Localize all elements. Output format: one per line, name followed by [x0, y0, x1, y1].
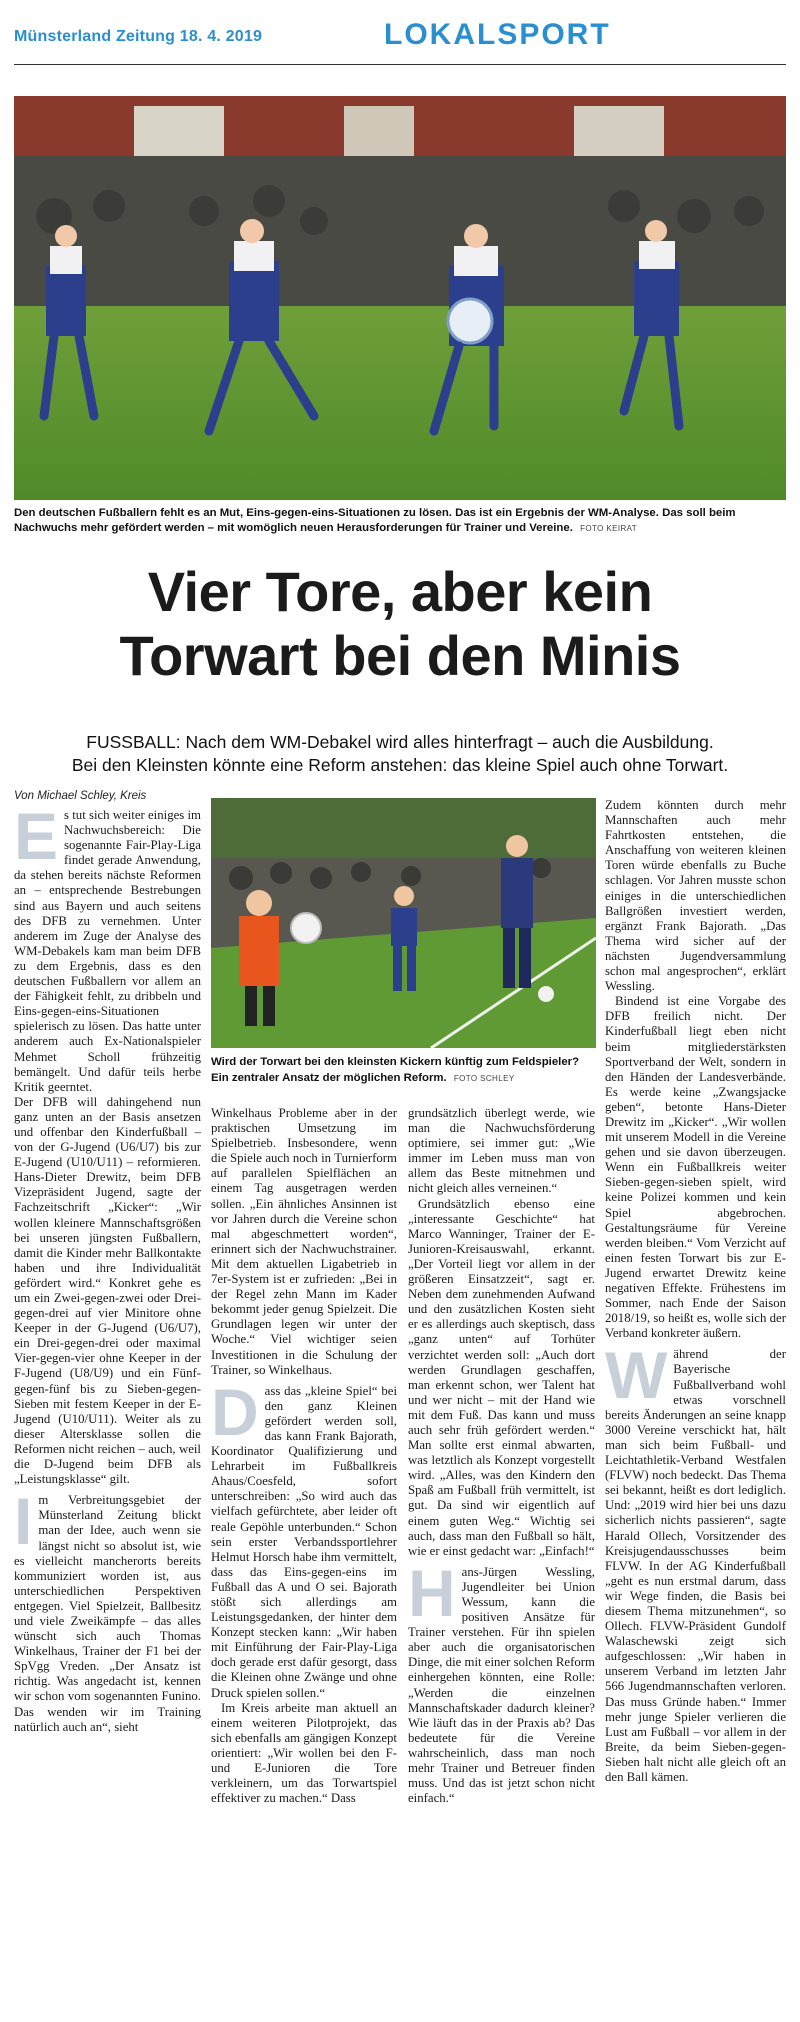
- inner-photo-caption: [211, 1054, 596, 1087]
- headline: [0, 560, 800, 688]
- col2-paragraph-1: Winkelhaus Probleme aber in der praktischen Umsetzung im Spielbetrieb. Insbesondere, wenn die Spiele auch noch in Turnierform auf parallelen Spielflächen an einem Tag ausgetragen werden sollen. „Ein ähnliches Ansinnen ist vor Jahren durch die Vereine schon mal abgeschmettert worden“, erinnert sich der Nachwuchstrainer. Mit dem aktuellen Ligabetrieb in 7er-System ist er zufrieden: „Bei in der Regel zehn Mann im Kader bekommt jeder genug Spielzeit. Die Grundlagen legen wir unter der Woche.“ Viel wichtiger seien Investitionen in die Schulung der Trainer, so Winkelhaus.: [211, 1106, 397, 1377]
- top-photo: [14, 96, 786, 500]
- dropcap-e: E: [14, 799, 59, 873]
- article-column-2: [211, 1106, 397, 1806]
- section-title: LOKALSPORT: [384, 18, 611, 51]
- col3-paragraph-2: Grundsätzlich ebenso eine „interessante Geschichte“ hat Marco Wanninger, Trainer der E-Junioren-Kreisauswahl, erkannt. „Der Vorteil liegt vor allem in der größeren Einsatzzeit“, sagt er. Neben dem zunehmenden Aufwand und den zusätzlichen Kosten sieht er es allerdings auch skeptisch, dass „ganz unten“ auf Torhüter verzichtet werden soll: „Auch dort werden Grundlagen geschaffen, man erkennt schon, wer Talent hat und wer nicht – mit der Hand wie mit dem Fuß. Das kann und muss auch sehr früh gefördert werden.“ Man sollte erst einmal abwarten, was letztlich als Konzept vorgestellt wird. „Alles, was den Kindern den Spaß am Fußball früh vermittelt, ist gut. Da sind wir eigentlich auf einem guten Weg.“ Wichtig sei auch, dass man den Fußball so hält, wie er einst gedacht war: „Einfach!“: [408, 1196, 595, 1558]
- col1-paragraph-2: Der DFB will dahingehend nun ganz unten an der Basis ansetzen und offenbar den Kinderfußball – von der G-Jugend (U6/U7) bis zur E-Jugend (U10/U11) – reformieren. Hans-Dieter Drewitz, beim DFB Vizepräsident Jugend, sagte der Fachzeitschrift „Kicker“: „Wir wollen kleinere Mannschaftsgrößen bei unseren jüngsten Fußballern, damit die Kinder mehr Ballkontakte haben und ihre Individualität gefördert wird.“ Konkret gehe es um ein Zwei-gegen-zwei oder Drei-gegen-drei auf vier Minitore ohne Keeper in der G-Jugend (U6/U7), ein Drei-gegen-drei oder maximal Vier-gegen-vier ohne Keeper in der F-Jugend (U8/U9) und ein Fünf-gegen-fünf bis zu Sieben-gegen-Sieben mit festem Keeper in der E-Jugend (U10/U11). Weiter als zu dieser Altersklasse sollen die Reformen nicht reichen – auch, weil die D-Jugend beim DFB als „Leistungsklasse“ gilt.: [14, 1094, 201, 1487]
- dropcap-d: D: [211, 1374, 259, 1449]
- col4-paragraph-3: ährend der Bayerische Fußballverband wohl etwas vorschnell bereits Änderungen an seine knapp 3000 Vereine verschickt hat, hält man sich beim Fußball- und Leichtathletik-Verband Westfalen (FLVW) noch bedeckt. Das Thema sei bekannt, heißt es dort lediglich. Und: „2019 wird hier bei uns dazu sicherlich nichts passieren“, sagte Harald Ollech, Vorsitzender des Kreisjugendausschusses beim FLVW. In der AG Kinderfußball „geht es nun erstmal darum, dass wir Wege finden, die Basis bei diesem Thema mitzunehmen“, so Ollech. FLVW-Präsident Gundolf Walaschewski zeigt sich aufgeschlossen: „Wir haben in unserem Verband im letzten Jahr 566 Jugendmannschaften verloren. Das muss Gründe haben.“ Immer mehr junge Spieler verlieren die Lust am Fußball – vor allem in der Breite, da beim Sieben-gegen-Sieben halt nicht alle gleich oft an den Ball kämen.: [605, 1347, 786, 1784]
- paper-name-date: Münsterland Zeitung 18. 4. 2019: [14, 28, 263, 45]
- byline: Von Michael Schley, Kreis: [14, 790, 147, 802]
- dropcap-i: I: [14, 1484, 33, 1559]
- subhead-line-2: Bei den Kleinsten könnte eine Reform anstehen: das kleine Spiel auch ohne Torwart.: [71, 755, 729, 775]
- article-column-3: [408, 1106, 595, 1806]
- col4-paragraph-2: Bindend ist eine Vorgabe des DFB freilich nicht. Der Kinderfußball liegt eben nicht beim mitgliederstärksten Sportverband der Welt, sondern in den Händen der Landesverbände. Es werde keine „Zwangsjacke geben“, betonte Hans-Dieter Drewitz im „Kicker“. „Wir wollen mit unserem Modell in die Vereine gehen und sie davon überzeugen. Wenn ein Fußballkreis weiter Sieben-gegen-sieben spielt, wird keine Polizei kommen und kein Spiel abgebrochen. Gestaltungsräume für Vereine werden bleiben.“ Vom Verzicht auf einen festen Torwart bis zur E-Jugend erwartet Drewitz keine negativen Effekte. Frühestens im Sommer, nach Ende der Saison 2018/19, so heißt es, wolle sich der Verband konkreter äußern.: [605, 994, 786, 1341]
- col1-paragraph-1: s tut sich weiter einiges im Nachwuchsbereich: Die sogenannte Fair-Play-Liga findet gerade Anwendung, da stehen bereits nächste Reformen an – entsprechende Bestrebungen sind aus Bayern und auch seitens des DFB zu vernehmen. Unter anderem im Zuge der Analyse des WM-Debakels kam man beim DFB zu dem Ergebnis, dass es den deutschen Fußballern vor allem an der Fähigkeit fehlt, zu dribbeln und Eins-gegen-eins-Situationen spielerisch zu lösen. Das hatte unter anderem auch Ex-Nationalspieler Mehmet Scholl frühzeitig bemängelt. Und dafür teils herbe Kritik geerntet.: [14, 808, 201, 1094]
- col4-paragraph-1: Zudem könnten durch mehr Mannschaften auch mehr Fahrtkosten entstehen, die Anschaffung von weiteren kleinen Toren würde ebenfalls zu Buche schlagen. Vor Jahren musste schon einiges in die unterschiedlichen Ballgrößen investiert werden, ergänzt Frank Bajorath. „Das Thema wird sicher auf der nächsten Jugendversammlung schon mal angesprochen“, erklärt Wessling.: [605, 798, 786, 994]
- headline-line-1: Vier Tore, aber kein: [147, 560, 653, 623]
- col3-paragraph-1: grundsätzlich überlegt werde, wie man die Nachwuchsförderung optimiere, sei immer gut: „Wie immer im Leben muss man von allem das Beste mitnehmen und nicht gleich alles verneinen.“: [408, 1106, 595, 1196]
- masthead-rule: [14, 64, 786, 65]
- inner-photo-caption-text: Wird der Torwart bei den kleinsten Kickern künftig zum Feldspieler? Ein zentraler Ansatz der möglichen Reform.: [211, 1056, 580, 1084]
- inner-photo-credit: FOTO SCHLEY: [453, 1074, 515, 1083]
- subhead-line-1: FUSSBALL: Nach dem WM-Debakel wird alles hinterfragt – auch die Ausbildung.: [86, 732, 714, 752]
- top-photo-credit: FOTO KEIRAT: [580, 524, 638, 533]
- col1-paragraph-3: m Verbreitungsgebiet der Münsterland Zeitung blickt man der Idee, auch wenn sie längst nicht so absolut ist, wie es vielleicht mancherorts bereits kommuniziert worden ist, aus unterschiedlichen Perspektiven entgegen. Viel Spielzeit, Ballbesitz und viele Zweikämpfe – das alles wünscht sich auch Thomas Winkelhaus, Trainer der F1 bei der SpVgg Vreden. „Der Ansatz ist richtig. Was angedacht ist, kennen wir schon vom sogenannten Funino. Das wenden wir im Training natürlich auch an“, sieht: [14, 1493, 201, 1734]
- col2-paragraph-3: Im Kreis arbeite man aktuell an einem weiteren Pilotprojekt, das sich ebenfalls am gängigen Konzept orientiert: „Wir wollen bei den F- und E-Junioren die Tore verkleinern, um das Torwartspiel effektiver zu machen.“ Dass: [211, 1700, 397, 1806]
- dropcap-h: H: [408, 1555, 456, 1630]
- col2-paragraph-2: ass das „kleine Spiel“ bei den ganz Kleinen gefördert werden soll, das kann Frank Bajorath, Koordinator Qualifizierung und Lehrarbeit im Fußballkreis Ahaus/Coesfeld, sofort unterschreiben: „So wird auch das vielfach gefürchtete, aber leider oft reale Gepöhle unterbunden.“ Schon sein erster Verbandssportlehrer Helmut Horsch habe ihm vermittelt, dass das Eins-gegen-eins im Fußball das A und O sei. Bajorath stößt sich allerdings am Leistungsgedanken, der hinter dem Konzept stecken kann: „Wir haben mit Einführung der Fair-Play-Liga doch gerade erst dafür gesorgt, dass die Kleinen ohne Zwänge und ohne Druck spielen sollen.“: [211, 1383, 397, 1700]
- subhead: [20, 731, 780, 777]
- article-column-1: [14, 799, 201, 1735]
- masthead: [14, 10, 786, 51]
- top-photo-caption: [14, 506, 786, 536]
- dropcap-w: W: [605, 1338, 668, 1413]
- headline-line-2: Torwart bei den Minis: [119, 624, 681, 687]
- inner-photo: [211, 798, 596, 1048]
- top-photo-caption-text: Den deutschen Fußballern fehlt es an Mut, Eins-gegen-eins-Situationen zu lösen. Das ist ein Ergebnis der WM-Analyse. Das soll beim Nachwuchs mehr gefördert werden – mit womöglich neuen Herausforderungen für Trainer und Vereine.: [14, 507, 736, 534]
- article-column-4: [605, 798, 786, 1785]
- col3-paragraph-3: ans-Jürgen Wessling, Jugendleiter bei Union Wessum, kann die positiven Ansätze für Trainer verstehen. Für ihn spielen aber auch die organisatorischen Dinge, die mit einer solchen Reform einhergehen könnten, eine Rolle: „Werden die einzelnen Mannschaftskader dadurch kleiner? Wie läuft das in der Praxis ab? Das bedeutete für die Vereine wahrscheinlich, dass man noch mehr Trainer und Betreuer finden muss. Und das ist jetzt schon nicht einfach.“: [408, 1564, 595, 1806]
